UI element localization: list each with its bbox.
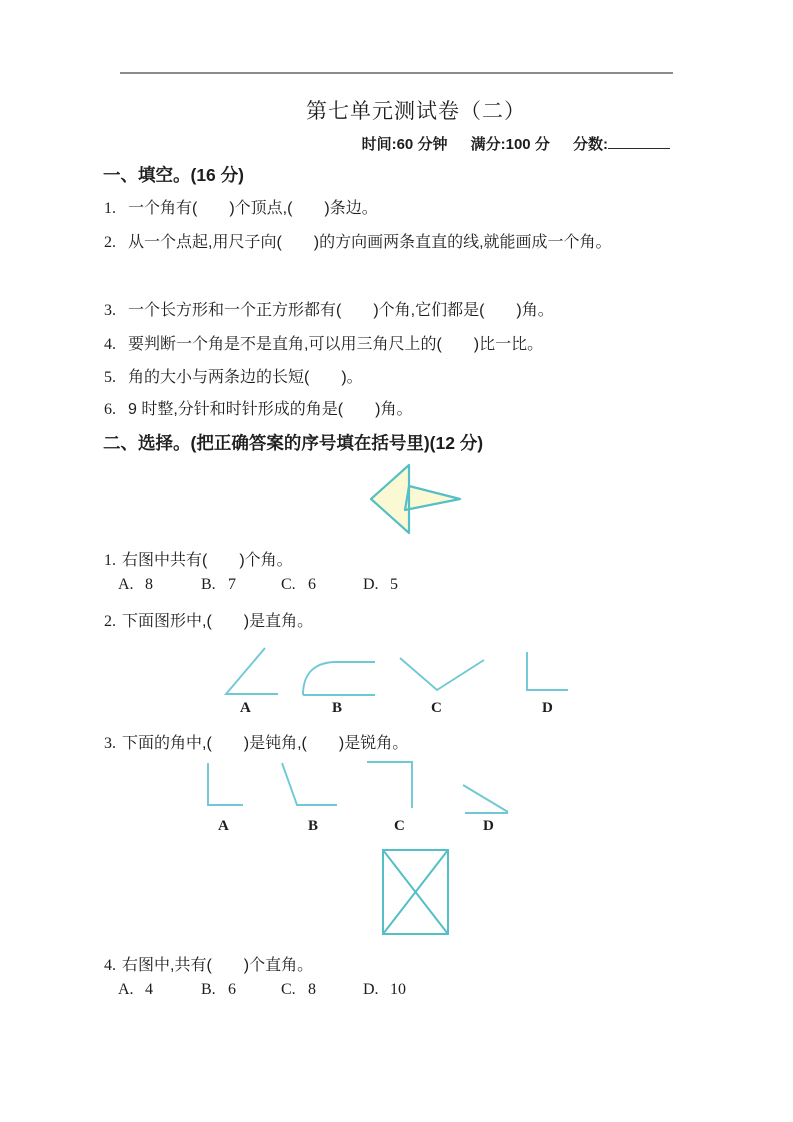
item-number: 6. — [104, 401, 116, 418]
figure-label-d: D — [542, 700, 553, 716]
q1-option-d — [363, 576, 398, 594]
option-value: 7 — [228, 576, 236, 593]
section-choice-heading: 二、选择。(把正确答案的序号填在括号里)(12 分) — [103, 433, 484, 453]
choice-q4 — [104, 949, 698, 983]
item-number: 1. — [104, 200, 116, 217]
item-text: 一个长方形和一个正方形都有( )个角,它们都是( )角。 — [128, 302, 554, 319]
meta-score-label: 分数: — [573, 136, 608, 153]
acute-angle-figure-d-slant — [463, 785, 508, 812]
item-text: 右图中共有( )个角。 — [122, 552, 293, 569]
option-label: A. — [118, 981, 134, 998]
q2-angle-figures — [200, 643, 580, 701]
score-blank-line — [608, 133, 670, 149]
curved-figure-b — [303, 662, 375, 695]
item-text: 要判断一个角是不是直角,可以用三角尺上的( )比一比。 — [128, 336, 544, 353]
item-text: 角的大小与两条边的长短( )。 — [128, 369, 363, 386]
q4-option-d — [363, 981, 406, 999]
choice-q2 — [104, 605, 698, 639]
right-angle-figure-a — [208, 763, 243, 805]
meta-full-score: 满分:100 分 — [470, 136, 550, 153]
q3-angle-figures — [200, 757, 520, 819]
choice-q3 — [104, 727, 698, 761]
obtuse-angle-figure-b — [282, 763, 337, 805]
option-value: 6 — [308, 576, 316, 593]
q4-option-c — [281, 981, 316, 999]
fill-item-5 — [104, 361, 698, 395]
figure-label-d: D — [483, 818, 494, 834]
option-label: C. — [281, 576, 296, 593]
item-number: 4. — [104, 336, 116, 353]
fill-item-3 — [104, 294, 698, 328]
q1-option-a — [118, 576, 153, 594]
option-label: C. — [281, 981, 296, 998]
arrow-figure — [366, 458, 466, 540]
exam-meta — [104, 133, 670, 154]
header-divider — [120, 72, 673, 74]
item-number: 2. — [104, 613, 116, 630]
option-label: D. — [363, 981, 379, 998]
item-number: 3. — [104, 302, 116, 319]
figure-label-a: A — [218, 818, 229, 834]
section-fill-heading: 一、填空。(16 分) — [103, 165, 244, 185]
item-number: 5. — [104, 369, 116, 386]
q1-options — [104, 576, 698, 602]
q4-options — [104, 981, 698, 1007]
option-label: B. — [201, 981, 216, 998]
figure-label-c: C — [394, 818, 405, 834]
fill-item-6 — [104, 393, 698, 427]
item-number: 3. — [104, 735, 116, 752]
item-text: 下面图形中,( )是直角。 — [122, 613, 314, 630]
option-label: A. — [118, 576, 134, 593]
option-value: 8 — [145, 576, 153, 593]
fill-item-2 — [104, 226, 698, 260]
option-label: D. — [363, 576, 379, 593]
option-value: 8 — [308, 981, 316, 998]
figure-label-c: C — [431, 700, 442, 716]
item-text: 一个角有( )个顶点,( )条边。 — [128, 200, 378, 217]
figure-label-b: B — [332, 700, 343, 716]
page-title: 第七单元测试卷（二） — [306, 99, 526, 123]
q4-option-b — [201, 981, 236, 999]
figure-label-b: B — [308, 818, 319, 834]
right-angle-figure-c — [367, 762, 412, 808]
item-number: 2. — [104, 234, 116, 251]
fill-item-1 — [104, 192, 698, 226]
item-text: 从一个点起,用尺子向( )的方向画两条直直的线,就能画成一个角。 — [128, 234, 612, 251]
item-text: 右图中,共有( )个直角。 — [122, 957, 314, 974]
option-label: B. — [201, 576, 216, 593]
right-angle-figure-d — [527, 652, 568, 690]
item-text: 9 时整,分针和时针形成的角是( )角。 — [128, 401, 413, 418]
meta-time: 时间:60 分钟 — [361, 136, 448, 153]
arrow-head-fill — [371, 465, 409, 533]
rectangle-with-diagonals-figure — [381, 848, 451, 938]
choice-q1 — [104, 544, 698, 578]
option-value: 10 — [390, 981, 406, 998]
item-number: 1. — [104, 552, 116, 569]
q1-option-c — [281, 576, 316, 594]
q1-option-b — [201, 576, 236, 594]
q4-option-a — [118, 981, 153, 999]
fill-item-4 — [104, 328, 698, 362]
wide-angle-figure-c — [400, 658, 484, 690]
option-value: 5 — [390, 576, 398, 593]
option-value: 6 — [228, 981, 236, 998]
item-number: 4. — [104, 957, 116, 974]
acute-angle-figure-a — [226, 648, 278, 694]
item-text: 下面的角中,( )是钝角,( )是锐角。 — [122, 735, 409, 752]
figure-label-a: A — [240, 700, 251, 716]
option-value: 4 — [145, 981, 153, 998]
